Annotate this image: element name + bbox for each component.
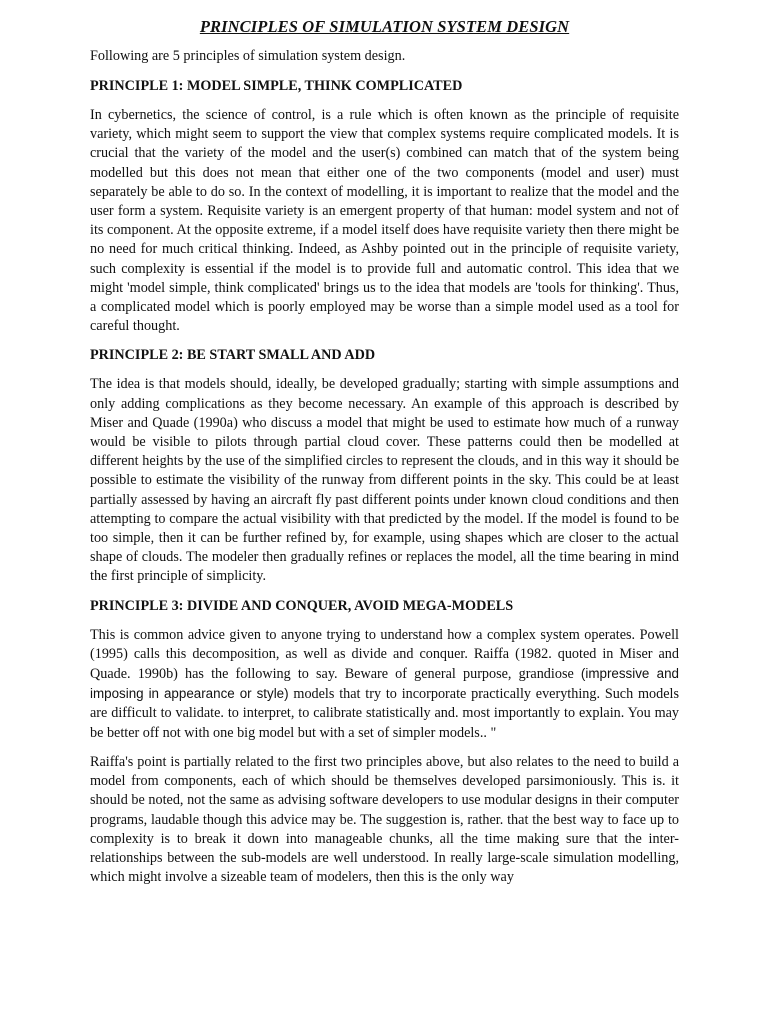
- principle-3-paragraph-2: Raiffa's point is partially related to the first two principles above, but also relates to the need to build a model from components, each of which should be themselves developed parsimoniously. This is. it should be noted, not the same as advising software developers to use modular designs in their computer programs, laudable though this advice may be. The suggestion is, rather. that the best way to face up to complexity is to break it down into manageable chunks, all the time making sure that the inter-relationships between the sub-models are well understood. In really large-scale simulation modelling, which might involve a sizeable team of modelers, then this is the only way: [90, 753, 679, 886]
- principle-3-heading: PRINCIPLE 3: DIVIDE AND CONQUER, AVOID MEGA-MODELS: [90, 597, 514, 614]
- principle-3-paragraph-1-part-2: models that try to incorporate practically everything. Such models are difficult to validate. to interpret, to calibrate statistically and. most importantly to explain. You may be better off not with one big model but with a set of simpler models.. ": [90, 686, 679, 741]
- principle-3-paragraph-1-parenthetical: (impressive and imposing in appearance or style): [90, 666, 680, 702]
- document-title: PRINCIPLES OF SIMULATION SYSTEM DESIGN: [199, 17, 570, 36]
- intro-text: Following are 5 principles of simulation system design.: [90, 48, 406, 64]
- principle-3-paragraph-1-part-1: This is common advice given to anyone trying to understand how a complex system operates. Powell (1995) calls this decomposition, as well as divide and conquer. Raiffa (1982. quoted in Miser and Quade. 1990b) has the following to say. Beware of general purpose, grandiose: [90, 626, 679, 683]
- principle-1-heading: PRINCIPLE 1: MODEL SIMPLE, THINK COMPLICATED: [90, 78, 463, 94]
- principle-1-paragraph: In cybernetics, the science of control, is a rule which is often known as the principle of requisite variety, which might seem to support the view that complex systems require complicated models. It is crucial that the variety of the model and the user(s) combined can match that of the system being modelled but this does not mean that either one of the two components (model and user) must separately be able to do so. In the context of modelling, it is important to realize that the model and the user form a system. Requisite variety is an emergent property of that human: model system and not of its component. At the opposite extreme, if a model itself does have requisite variety then there might be no need for much critical thinking. Indeed, as Ashby pointed out in the principle of requisite variety, such complexity is essential if the model is to provide full and automatic control. This idea that we might 'model simple, think complicated' brings us to the idea that models are 'tools for thinking'. Thus, a complicated model which is poorly employed may be worse than a simple model used as a tool for careful thought.: [90, 107, 679, 335]
- principle-2-heading: PRINCIPLE 2: BE START SMALL AND ADD: [90, 347, 376, 364]
- principle-2-paragraph: The idea is that models should, ideally, be developed gradually; starting with simple assumptions and only adding complications as they become necessary. An example of this approach is described by Miser and Quade (1990a) who discuss a model that might be used to estimate how much of a runway would be visible to pilots through partial cloud cover. These patterns could then be modelled at different heights by the use of the simplified circles to represent the clouds, and in this way it should be possible to estimate the visibility of the runway from different points in the sky. This could be at least partially assessed by having an aircraft fly past different points under known cloud conditions and then attempting to compare the actual visibility with that predicted by the model. If the model is found to be too simple, then it can be further refined by, for example, using shapes which are closer to the actual shape of clouds. The modeler then gradually refines or replaces the model, all the time bearing in mind the first principle of simplicity.: [90, 376, 679, 585]
- principle-3-paragraph-1: [90, 626, 679, 743]
- document-page: [90, 16, 679, 897]
